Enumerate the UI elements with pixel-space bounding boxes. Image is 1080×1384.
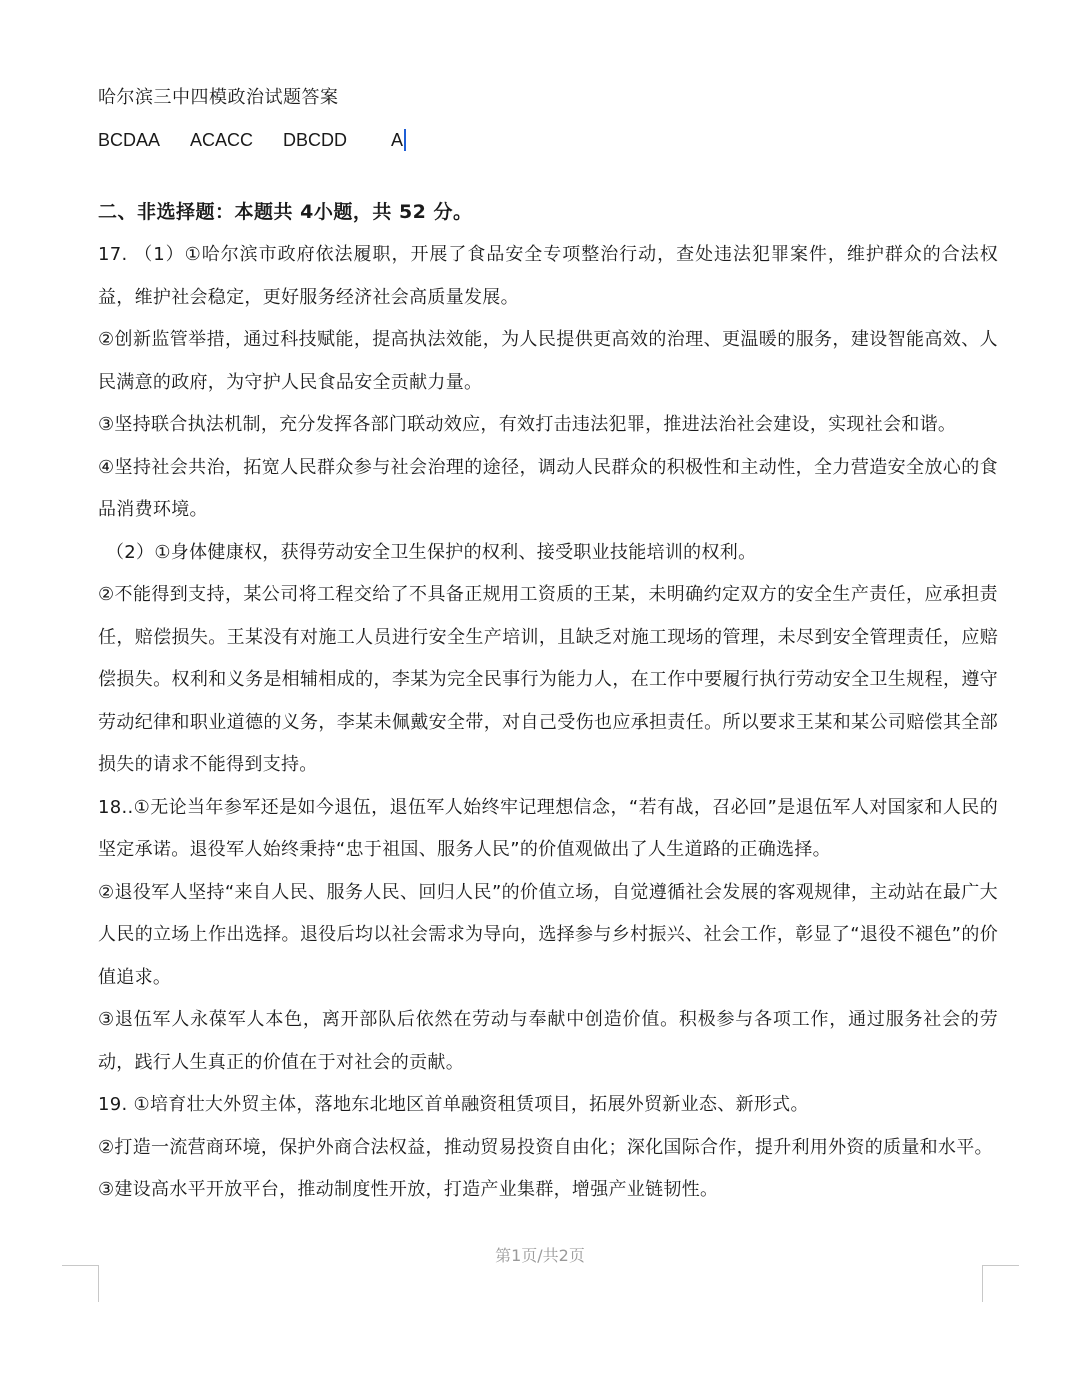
paragraph-17-2-item-2: ②不能得到支持，某公司将工程交给了不具备正规用工资质的王某，未明确约定双方的安全生产责任，应承担责任，赔偿损失。王某没有对施工人员进行安全生产培训，且缺乏对施工现场的管理，未尽到安全管理责任，应赔偿损失。权利和义务是相辅相成的，李某为完全民事行为能力人，在工作中要履行执行劳动安全卫生规程，遵守劳动纪律和职业道德的义务，李某未佩戴安全带，对自己受伤也应承担责任。所以要求王某和某公司赔偿其全部损失的请求不能得到支持。	[98, 584, 998, 775]
document-body[interactable]	[98, 84, 998, 1212]
paragraph-19-item-3: ③建设高水平开放平台，推动制度性开放，打造产业集群，增强产业链韧性。	[98, 1179, 719, 1200]
paragraph-17-1-item-1: 17. （1）①哈尔滨市政府依法履职，开展了食品安全专项整治行动，查处违法犯罪案件，维护群众的合法权益，维护社会稳定，更好服务经济社会高质量发展。	[98, 244, 998, 308]
paragraph-18-item-1: 18..①无论当年参军还是如今退伍，退伍军人始终牢记理想信念，“若有战，召必回”是退伍军人对国家和人民的坚定承诺。退役军人始终秉持“忠于祖国、服务人民”的价值观做出了人生道路的正确选择。	[98, 796, 998, 860]
answer-group-1: BCDAA	[98, 130, 161, 150]
paragraph-17-1-item-4: ④坚持社会共治，拓宽人民群众参与社会治理的途径，调动人民群众的积极性和主动性，全力营造安全放心的食品消费环境。	[98, 456, 998, 520]
answer-group-4: A	[391, 130, 404, 150]
multiple-choice-answers	[98, 126, 998, 154]
paragraph-17-2-item-1: （2）①身体健康权，获得劳动安全卫生保护的权利、接受职业技能培训的权利。	[106, 541, 757, 563]
crop-mark-bottom-left	[62, 1265, 99, 1302]
answer-group-2: ACACC	[190, 130, 254, 150]
section-heading: 二、非选择题：本题共 4小题，共 52 分。	[98, 201, 473, 223]
answer-group-3: DBCDD	[283, 130, 348, 150]
paragraph-19-item-2: ②打造一流营商环境，保护外商合法权益，推动贸易投资自由化；深化国际合作，提升利用外资的质量和水平。	[98, 1136, 993, 1158]
paragraph-18-item-3: ③退伍军人永葆军人本色，离开部队后依然在劳动与奉献中创造价值。积极参与各项工作，通过服务社会的劳动，践行人生真正的价值在于对社会的贡献。	[98, 1009, 998, 1073]
paragraph-19-item-1: 19. ①培育壮大外贸主体，落地东北地区首单融资租赁项目，拓展外贸新业态、新形式。	[98, 1094, 809, 1115]
crop-mark-bottom-right	[982, 1265, 1019, 1302]
paragraph-18-item-2: ②退役军人坚持“来自人民、服务人民、回归人民”的价值立场，自觉遵循社会发展的客观规律，主动站在最广大人民的立场上作出选择。退役后均以社会需求为导向，选择参与乡村振兴、社会工作，彰显了“退役不褪色”的价值追求。	[98, 881, 998, 988]
document-title: 哈尔滨三中四模政治试题答案	[98, 87, 339, 108]
paragraph-17-1-item-3: ③坚持联合执法机制，充分发挥各部门联动效应，有效打击违法犯罪，推进法治社会建设，实现社会和谐。	[98, 414, 957, 435]
paragraph-17-1-item-2: ②创新监管举措，通过科技赋能，提高执法效能，为人民提供更高效的治理、更温暖的服务，建设智能高效、人民满意的政府，为守护人民食品安全贡献力量。	[98, 329, 998, 393]
text-cursor	[404, 129, 406, 151]
page-number-footer: 第1页/共2页	[495, 1246, 585, 1265]
